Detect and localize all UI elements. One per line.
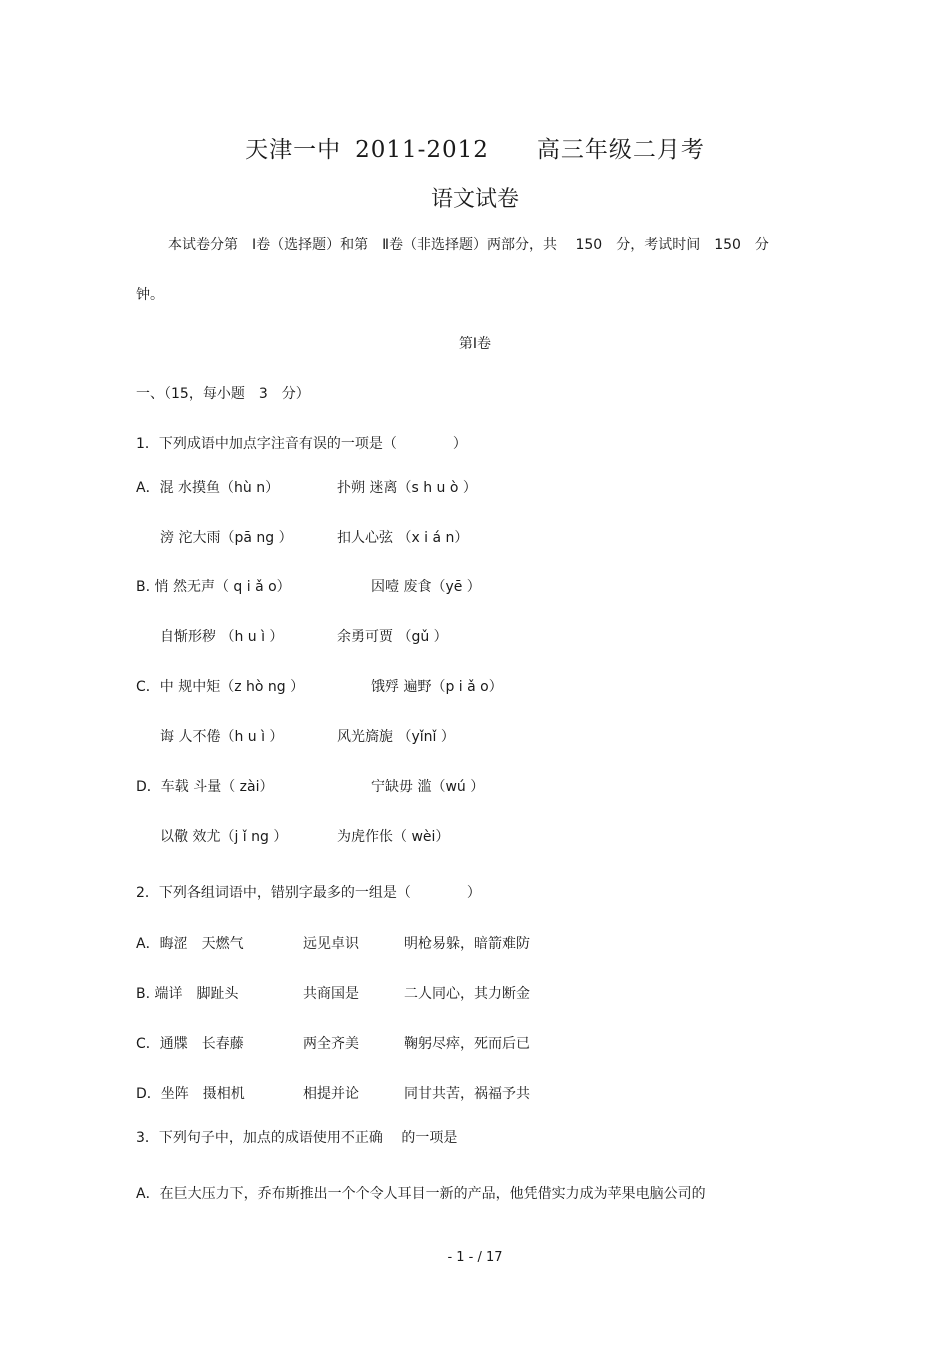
q2-option-saying: 明枪易躲，暗箭难防 (404, 936, 530, 952)
grade-exam: 高三年级二月考 (536, 137, 705, 163)
q2-option-saying: 二人同心，其力断金 (404, 986, 530, 1002)
q2-option-idiom: 远见卓识 (303, 936, 359, 952)
q1-option-text: 饿殍 遍野（p i ǎ o） (371, 679, 503, 695)
q1-option-text: 扑朔 迷离（s h u ò ） (337, 480, 477, 496)
intro-line-1: 本试卷分第 Ⅰ卷（选择题）和第 Ⅱ卷（非选择题）两部分，共 150 分，考试时间 150 分 (168, 237, 769, 253)
q1-option-text: 为虎作伥（ wèi） (337, 829, 450, 845)
q2-option-idiom: 两全齐美 (303, 1036, 359, 1052)
q1-option-text: 余勇可贾 （gǔ ） (337, 629, 448, 645)
question-1-stem: 1．下列成语中加点字注音有误的一项是（ ） (136, 436, 467, 452)
q1-option-text: B. 悄 然无声（ q i ǎ o） (136, 579, 291, 595)
q2-option-saying: 鞠躬尽瘁，死而后已 (404, 1036, 530, 1052)
q1-option-text: 扣人心弦 （x i á n） (337, 530, 469, 546)
q2-option-idiom: 共商国是 (303, 986, 359, 1002)
q2-option-words: D．坐阵 摄相机 (136, 1086, 245, 1102)
q1-option-text: C．中 规中矩（z hò ng ） (136, 679, 305, 695)
q1-option-text: A．混 水摸鱼（hù n） (136, 480, 280, 496)
q1-option-text: 滂 沱大雨（pā ng ） (160, 530, 293, 546)
page-number: - 1 - / 17 (447, 1250, 503, 1265)
school-name: 天津一中 (245, 137, 342, 163)
question-3-option-a: A．在巨大压力下，乔布斯推出一个个令人耳目一新的产品，他凭借实力成为苹果电脑公司的 (136, 1186, 706, 1202)
q1-option-text: 诲 人不倦（h u ì ） (160, 729, 284, 745)
q2-option-words: B. 端详 脚趾头 (136, 986, 239, 1002)
q1-option-text: D．车载 斗量（ zài） (136, 779, 274, 795)
question-2-stem: 2．下列各组词语中，错别字最多的一组是（ ） (136, 885, 481, 901)
question-3-stem: 3．下列句子中，加点的成语使用不正确 的一项是 (136, 1130, 458, 1146)
q2-option-words: C．通牒 长春藤 (136, 1036, 244, 1052)
school-year: 2011-2012 (355, 137, 489, 163)
q1-option-text: 宁缺毋 滥（wú ） (371, 779, 485, 795)
section-heading: 一、（15，每小题 3 分） (136, 386, 310, 402)
q1-option-text: 风光旖旎 （yǐnǐ ） (337, 729, 455, 745)
exam-title (0, 131, 950, 164)
part-title: 第Ⅰ卷 (458, 336, 492, 352)
q2-option-words: A．晦涩 天燃气 (136, 936, 244, 952)
q1-option-text: 自惭形秽 （h u ì ） (160, 629, 284, 645)
q2-option-saying: 同甘共苦，祸福予共 (404, 1086, 530, 1102)
exam-subtitle: 语文试卷 (430, 187, 519, 212)
q1-option-text: 因噎 废食（yē ） (371, 579, 481, 595)
intro-line-2: 钟。 (136, 287, 164, 303)
q2-option-idiom: 相提并论 (303, 1086, 359, 1102)
q1-option-text: 以儆 效尤（j ǐ ng ） (160, 829, 288, 845)
